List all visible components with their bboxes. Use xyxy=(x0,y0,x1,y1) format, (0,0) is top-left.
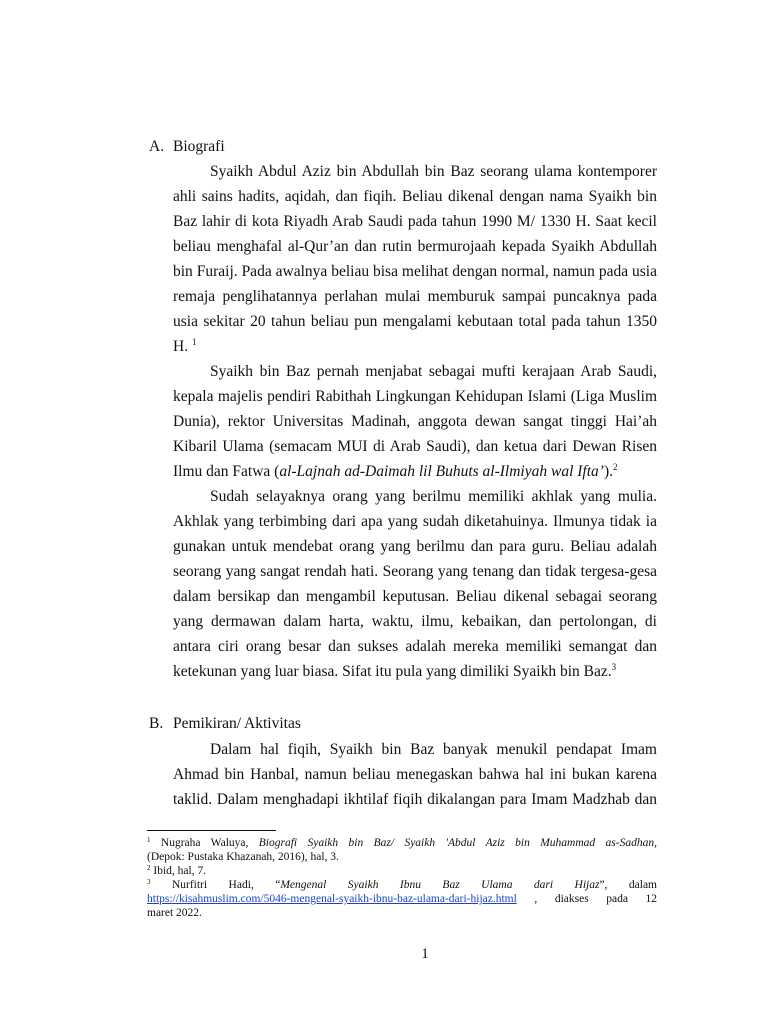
footnote-ref-1[interactable]: 1 xyxy=(191,337,197,347)
section-title: Pemikiran/ Aktivitas xyxy=(173,715,301,732)
paragraph-positions xyxy=(173,359,657,484)
section-letter: B. xyxy=(149,715,164,732)
footnote-3 xyxy=(147,878,657,892)
text-line: kepala majelis pendiri Rabithah Lingkungan Kehidupan Islami (Liga Muslim xyxy=(173,388,657,405)
text-fragment: Nugraha Waluya, xyxy=(150,837,259,849)
text-line xyxy=(173,459,657,484)
text-line: ahli sains hadits, aqidah, dan fiqih. Beliau dikenal dengan nama Syaikh bin xyxy=(173,188,657,205)
section-letter: A. xyxy=(149,138,165,155)
section-heading-pemikiran xyxy=(149,714,301,734)
italic-title: al-Lajnah ad-Daimah lil Buhuts al-Ilmiyah wal Ifta’ xyxy=(279,463,604,480)
section-heading-biografi xyxy=(149,137,225,157)
paragraph-biography-intro xyxy=(173,159,657,359)
text-line: yang dermawan dalam harta, waktu, ilmu, kebaikan, dan pertolongan, di xyxy=(173,613,657,630)
text-fragment: ketekunan yang luar biasa. Sifat itu pula yang dimiliki Syaikh bin Baz. xyxy=(173,663,612,680)
text-line: beliau menghafal al-Qur’an dan rutin bermurojaah kepada Syaikh Abdullah xyxy=(173,238,657,255)
text-line: Dunia), rektor Universitas Madinah, anggota dewan sangat tinggi Hai’ah xyxy=(173,413,657,430)
footnote-3-end: maret 2022. xyxy=(147,907,202,919)
italic-title: Biografi Syaikh bin Baz/ Syaikh 'Abdul Aziz bin Muhammad as-Sadhan, xyxy=(258,837,657,849)
text-line: gunakan untuk mendebat orang yang berilmu dan para guru. Beliau adalah xyxy=(173,538,657,555)
italic-title: Mengenal Syaikh Ibnu Baz Ulama dari Hijaz xyxy=(280,879,600,891)
text-fragment: H. xyxy=(173,338,189,355)
text-fragment: , diakses pada 12 xyxy=(516,893,657,905)
text-line: Dalam hal fiqih, Syaikh bin Baz banyak menukil pendapat Imam xyxy=(210,741,657,758)
paragraph-character xyxy=(173,484,657,684)
text-line: usia sekitar 20 tahun beliau pun mengalami kebutaan total pada tahun 1350 xyxy=(173,313,657,330)
footnote-3-cont xyxy=(147,892,657,906)
text-line: Kibaril Ulama (semacam MUI di Arab Saudi), dan ketua dari Dewan Risen xyxy=(173,438,657,455)
footnote-1-cont: (Depok: Pustaka Khazanah, 2016), hal, 3. xyxy=(147,851,339,863)
footnote-ref-2[interactable]: 2 xyxy=(613,462,618,472)
footnote-1 xyxy=(147,836,657,850)
page-number: 1 xyxy=(421,946,429,962)
text-line xyxy=(173,659,657,684)
text-line: Syaikh Abdul Aziz bin Abdullah bin Baz seorang ulama kontemporer xyxy=(210,163,657,180)
text-line: Ahmad bin Hanbal, namun beliau menegaskan bahwa hal ini bukan karena xyxy=(173,766,657,783)
text-line: Akhlak yang terbimbing dari apa yang sudah diketahuinya. Ilmunya tidak ia xyxy=(173,513,657,530)
text-line: remaja penglihatannya perlahan mulai memburuk sampai puncaknya pada xyxy=(173,288,657,305)
text-line: Baz lahir di kota Riyadh Arab Saudi pada tahun 1990 M/ 1330 H. Saat kecil xyxy=(173,213,657,230)
footnote-ref-3[interactable]: 3 xyxy=(611,662,617,672)
text-line: taklid. Dalam menghadapi ikhtilaf fiqih dikalangan para Imam Madzhab dan xyxy=(173,791,657,808)
text-line: dalam bersikap dan mengambil keputusan. Beliau dikenal sebagai seorang xyxy=(173,588,657,605)
text-line: Sudah selayaknya orang yang berilmu memiliki akhlak yang mulia. xyxy=(210,488,657,505)
text-fragment: ). xyxy=(603,463,613,480)
text-line: antara ciri orang besar dan sukses adalah mereka memiliki semangat dan xyxy=(173,638,657,655)
text-line: bin Furaij. Pada awalnya beliau bisa melihat dengan normal, namun pada usia xyxy=(173,263,657,280)
section-title: Biografi xyxy=(173,138,225,155)
text-fragment: Ibid, hal, 7. xyxy=(150,865,207,877)
footnote-number: 2 xyxy=(147,864,151,872)
footnote-number: 1 xyxy=(147,836,151,844)
text-line xyxy=(173,334,657,359)
text-fragment: Ilmu dan Fatwa ( xyxy=(173,463,280,480)
text-fragment: ”, dalam xyxy=(599,879,657,891)
text-fragment: Nurfitri Hadi, “ xyxy=(150,879,281,891)
footnote-separator xyxy=(147,830,276,831)
text-line: Syaikh bin Baz pernah menjabat sebagai mufti kerajaan Arab Saudi, xyxy=(210,363,657,380)
text-line: seorang yang sangat rendah hati. Seorang yang tenang dan tidak tergesa-gesa xyxy=(173,563,657,580)
paragraph-fiqih xyxy=(173,737,657,812)
footnotes xyxy=(147,836,657,920)
footnote-2 xyxy=(147,864,657,878)
footnote-link[interactable]: https://kisahmuslim.com/5046-mengenal-syaikh-ibnu-baz-ulama-dari-hijaz.html xyxy=(147,893,517,905)
footnote-number: 3 xyxy=(147,878,151,886)
